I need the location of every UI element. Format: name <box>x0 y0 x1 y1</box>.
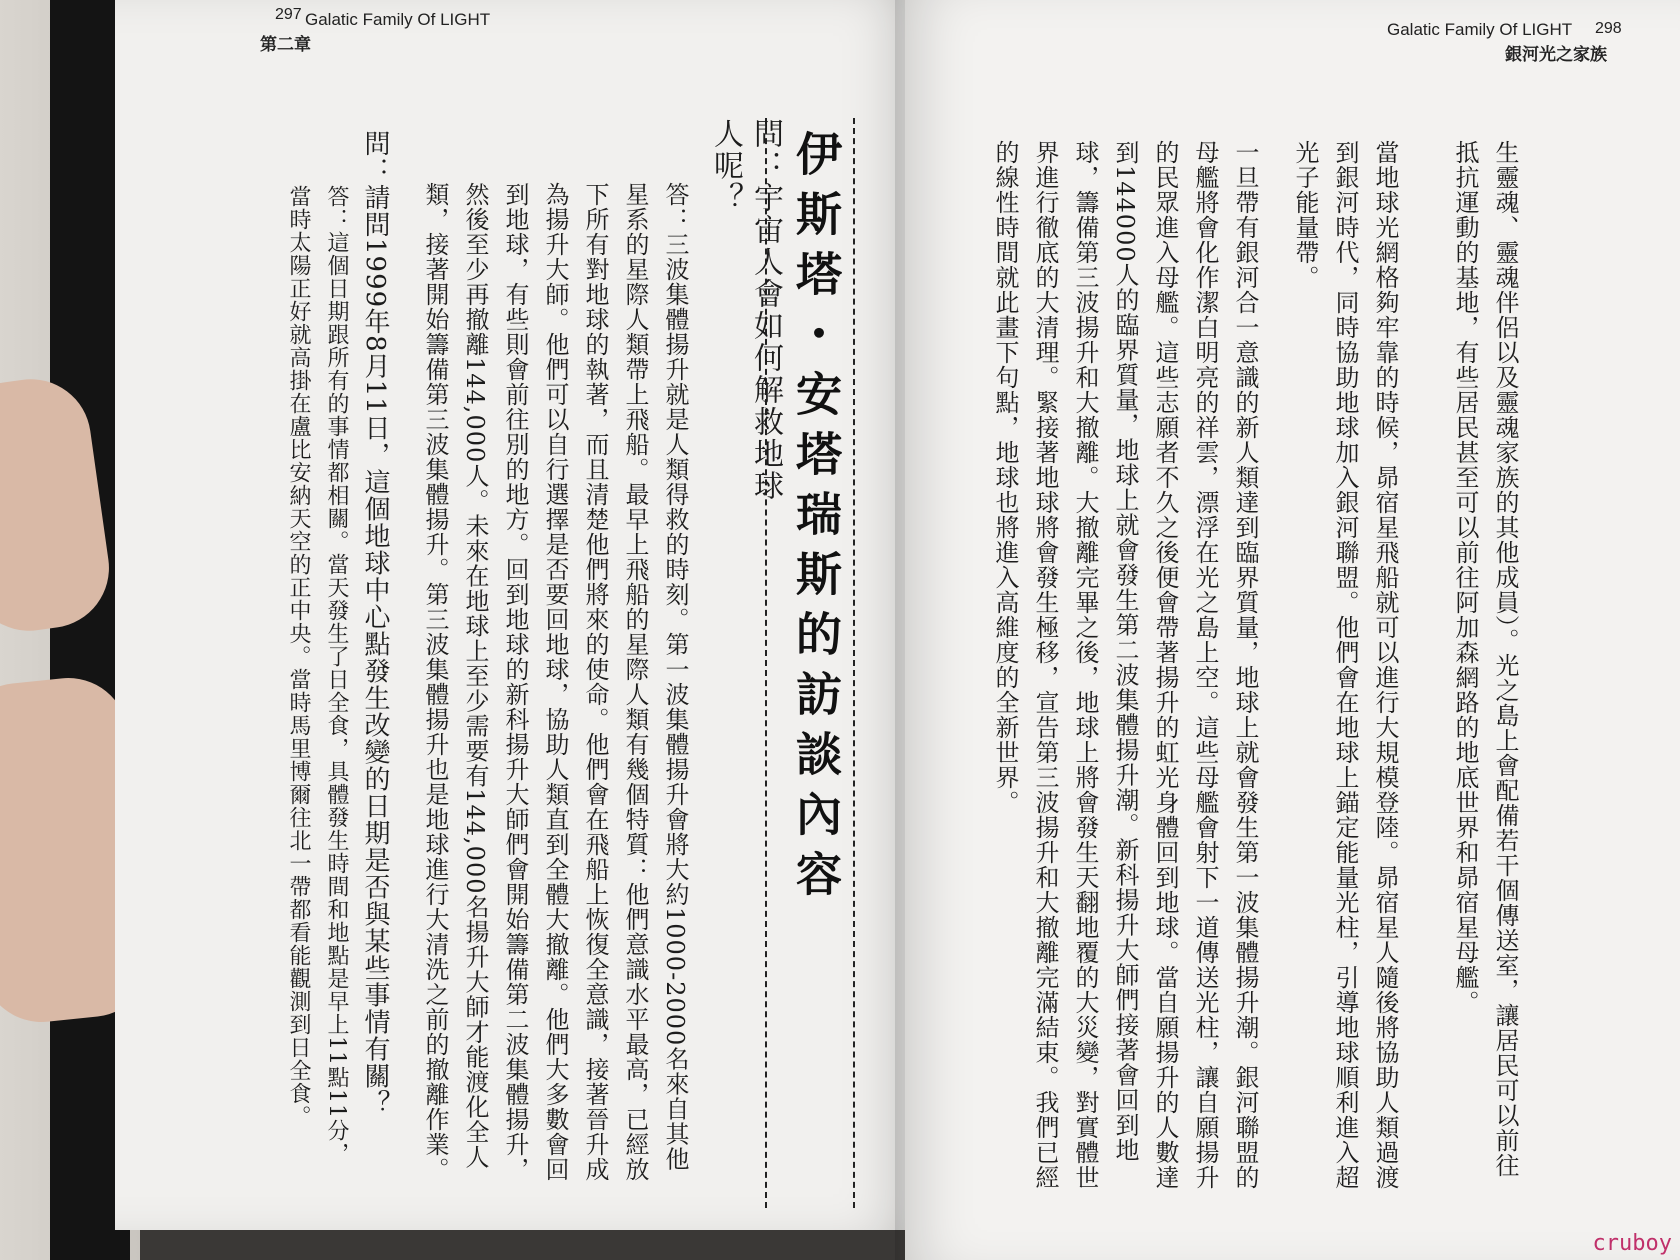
left-chapter-label: 第二章 <box>260 35 311 55</box>
paragraph-1: 生靈魂、靈魂伴侶以及靈魂家族的其他成員）。光之島上會配備若干個傳送室，讓居民可以前往抵抗運動的基地，有些居民甚至可以前往阿加森網路的地底世界和昴宿星母艦。 <box>1451 140 1519 1178</box>
left-page-number: 297 <box>275 6 302 23</box>
paragraph-3: 一旦帶有銀河合一意識的新人類達到臨界質量，地球上就會發生第一波集體揚升潮。銀河聯盟的母艦將會化作潔白明亮的祥雲，漂浮在光之島上空。這些母艦會射下一道傳送光柱，讓自願揚升的民眾進入母艦。這些志願者不久之後便會帶著揚升的虹光身體回到地球。當自願揚升的人數達到144000人的臨界質量，地球上就會發生第二波集體揚升潮。新科揚升大師們接著會回到地球，籌備第三波揚升和大撤離。大撤離完畢之後，地球上將會發生天翻地覆的大災變，對實體世界進行徹底的大清理。緊接著地球將會發生極移，宣告第三波揚升和大撤離完滿結束。我們已經的線性時間就此畫下句點，地球也將進入高維度的全新世界。 <box>991 140 1259 1190</box>
right-page <box>905 0 1680 1260</box>
right-book-title: Galatic Family Of LIGHT <box>1387 20 1573 39</box>
left-book-title: Galatic Family Of LIGHT <box>305 10 491 29</box>
question-1: 問：宇宙人會如何解救地球人呢？ <box>708 118 783 502</box>
right-page-number: 298 <box>1595 20 1622 37</box>
answer-1: 答：三波集體揚升就是人類得救的時刻。第一波集體揚升會將大約1000-2000名來自其他星系的星際人類帶上飛船。最早上飛船的星際人類有幾個特質：他們意識水平最高，已經放下所有對地球的執著，而且清楚他們將來的使命。他們會在飛船上恢復全意識，接著晉升成為揚升大師。他們可以自行選擇是否要回地球，協助人類直到全體大撤離。他們大多數會回到地球，有些則會前往別的地方。回到地球的新科揚升大師們會開始籌備第二波集體揚升，然後至少再撤離144,000人。未來在地球上至少需要有144,000名揚升大師才能渡化全人類，接著開始籌備第三波集體揚升。第三波集體揚升也是地球進行大清洗之前的撤離作業。 <box>421 182 689 1182</box>
paragraph-2: 當地球光網格夠牢靠的時候，昴宿星飛船就可以進行大規模登陸。昴宿星人隨後將協助人類過渡到銀河時代，同時協助地球加入銀河聯盟。他們會在地球上錨定能量光柱，引導地球順利進入超光子能量帶。 <box>1291 140 1399 1190</box>
right-chapter-label: 銀河光之家族 <box>1505 45 1607 65</box>
answer-2: 答：這個日期跟所有的事情都相關。當天發生了日全食，具體發生時間和地點是早上11點11分，當時太陽正好就高掛在盧比安納天空的正中央。當時馬里博爾往北一帶都看能觀測到日全食。 <box>286 185 349 1165</box>
section-title: 伊斯塔・安塔瑞斯的訪談內容 <box>789 130 843 910</box>
question-2: 問：請問1999年8月11日，這個地球中心點發生改變的日期是否與某些事情有關？ <box>360 130 390 1117</box>
title-divider-right <box>853 118 855 1208</box>
left-page <box>115 0 915 1230</box>
watermark-text: cruboy <box>1592 1231 1672 1256</box>
